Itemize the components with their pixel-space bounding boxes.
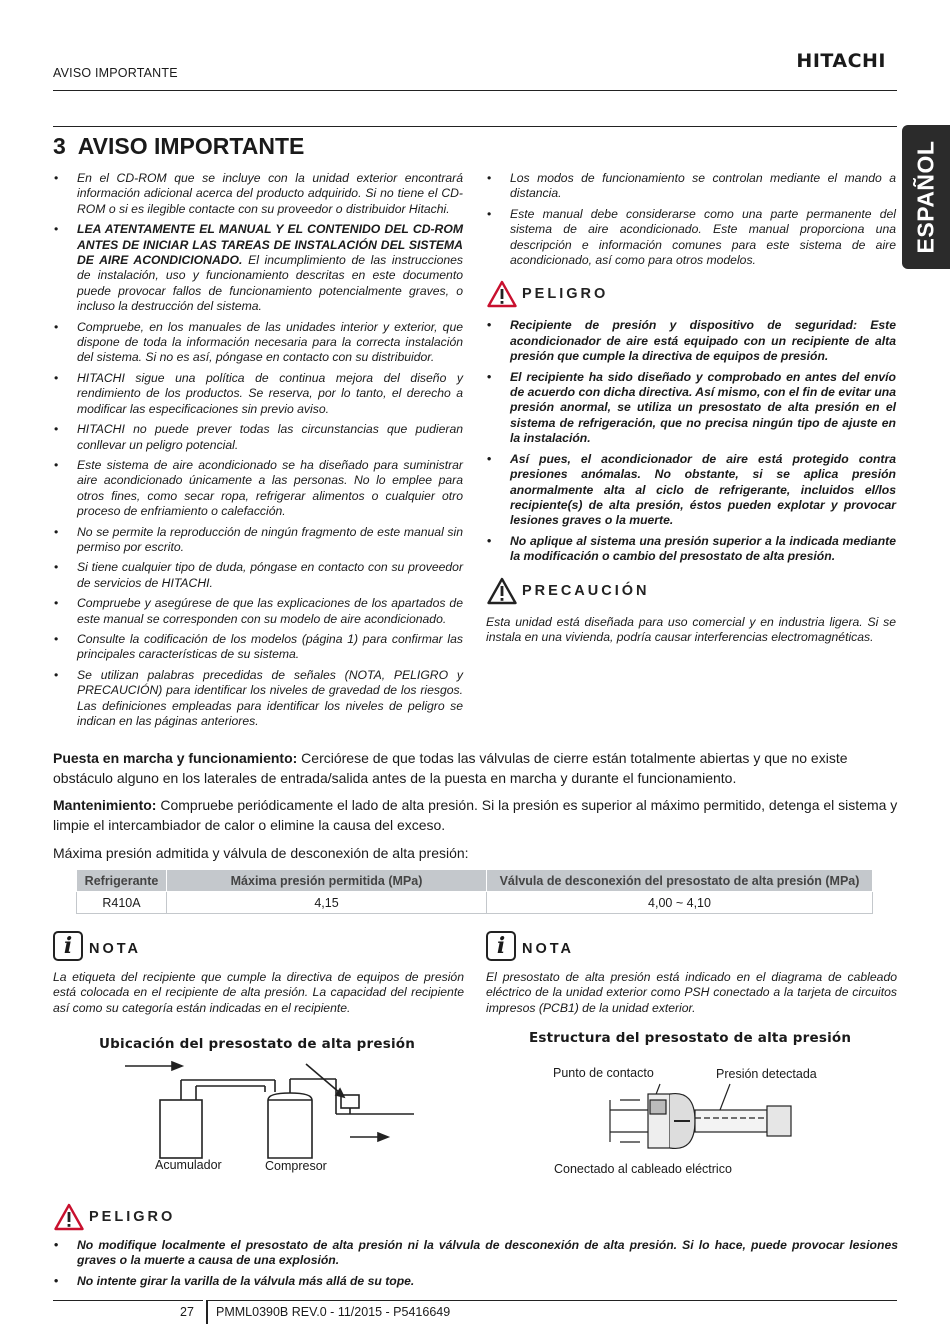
- section-divider: [53, 126, 897, 127]
- bullet-item: [53, 458, 463, 520]
- right-column: [486, 171, 896, 645]
- running-header: AVISO IMPORTANTE: [53, 66, 178, 80]
- nota-label: NOTA: [89, 941, 142, 957]
- bullet-item: [53, 632, 463, 663]
- peligro-label: PELIGRO: [522, 286, 609, 303]
- info-icon-letter: i: [63, 933, 73, 959]
- peligro-item: • El recipiente ha sido diseñado y comprobado en antes del envío de acuerdo con dicha directiva. Así mismo, con el fin de evitar una presión anormal, se utiliza un presostato de alta presión en el sistema de refrigeración, que no precisa ningún tipo de ajuste en la instalación.: [486, 370, 896, 447]
- document-code: PMML0390B REV.0 - 11/2015 - P5416649: [216, 1305, 451, 1319]
- bullet-item: [53, 422, 463, 453]
- bullet-item: [53, 171, 463, 217]
- table-header-row: [77, 870, 873, 892]
- table-cell: 4,15: [167, 892, 487, 914]
- bullet-text: Si tiene cualquier tipo de duda, póngase en contacto con su proveedor de servicios de HITACHI.: [77, 560, 463, 590]
- precaucion-heading: [486, 577, 896, 607]
- header-divider: [53, 90, 897, 91]
- bullet-item: [53, 525, 463, 556]
- bullet-text: HITACHI no puede prever todas las circunstancias que pudieran conllevar un peligro potencial.: [77, 422, 463, 452]
- left-column: [53, 171, 463, 734]
- detected-pressure-label: Presión detectada: [716, 1067, 817, 1081]
- bullet-text: Consulte la codificación de los modelos (página 1) para confirmar las principales características de su sistema.: [77, 631, 463, 662]
- peligro-heading: [486, 280, 896, 310]
- bullet-text: En el CD-ROM que se incluye con la unidad exterior encontrará información adicional acerca del producto adquirido. Si no tiene el CD-ROM o si es ilegible contacte con su proveedor o distribuidor Hitachi.: [77, 171, 463, 216]
- bullet-text: El incumplimiento de las instrucciones de instalación, uso y funcionamiento descritas en este documento puede provocar fallos de funcionamiento potencialmente graves, o incluso la destrucción del sistema.: [77, 253, 463, 314]
- bullet-item: • Este manual debe considerarse como una parte permanente del sistema de aire acondicionado. Este manual proporciona una descripción e información comunes para este sistema de aire acondicionado, así como para otros modelos.: [486, 207, 896, 269]
- pressure-switch-location-diagram: [100, 1055, 430, 1165]
- caution-triangle-icon: [487, 577, 517, 605]
- precaucion-text: Esta unidad está diseñada para uso comercial y en industria ligera. Si se instala en una vivienda, podría causar interferencias electromagnéticas.: [486, 614, 896, 644]
- figure-left-title: Ubicación del presostato de alta presión: [99, 1036, 416, 1052]
- section-title-text: AVISO IMPORTANTE: [77, 133, 305, 159]
- info-icon: [53, 931, 83, 961]
- section-number: 3: [53, 133, 66, 159]
- bullet-text: Este sistema de aire acondicionado se ha diseñado para suministrar aire acondicionado únicamente a las personas. No lo emplee para otros fines, como secar ropa, refrigerar alimentos o cualquier otro proceso de enfriamiento o calefacción.: [77, 457, 463, 519]
- warning-triangle-icon: [54, 1203, 84, 1231]
- info-icon-letter: i: [496, 933, 506, 959]
- table-header: Válvula de desconexión del presostato de alta presión (MPa): [487, 870, 873, 892]
- footer-divider: [207, 1300, 897, 1301]
- pressure-switch-structure-diagram: [600, 1080, 800, 1162]
- bullet-text: Se utilizan palabras precedidas de señales (NOTA, PELIGRO y PRECAUCIÓN) para identificar los niveles de gravedad de los riesgos. Las definiciones empleadas para identificar los niveles de peligro se indican en las páginas anteriores.: [77, 667, 463, 728]
- peligro-bottom: [53, 1203, 898, 1294]
- peligro-item: • No intente girar la varilla de la válvula más allá de su tope.: [53, 1274, 898, 1289]
- pressure-table: [76, 869, 873, 914]
- bullet-item: • Los modos de funcionamiento se controlan mediante el mando a distancia.: [486, 171, 896, 202]
- bullet-text: Compruebe, en los manuales de las unidades interior y exterior, que dispone de toda la información necesaria para la correcta instalación del sistema. Si no es así, póngase en contacto con su distribuidor.: [77, 319, 463, 365]
- table-row: [77, 892, 873, 914]
- figure-right-title: Estructura del presostato de alta presión: [529, 1030, 852, 1046]
- bullet-item: [53, 222, 463, 314]
- compressor-label: Compresor: [265, 1159, 327, 1173]
- warning-triangle-icon: [487, 280, 517, 308]
- mantenimiento-paragraph: [53, 796, 898, 835]
- nota-label: NOTA: [522, 941, 575, 957]
- nota-text-right: El presostato de alta presión está indicado en el diagrama de cableado eléctrico de la unidad exterior como PSH conectado a la tarjeta de circuitos impresos (PCB1) de la unidad exterior.: [486, 970, 897, 1015]
- bullet-item: [53, 596, 463, 627]
- peligro-item: • Así pues, el acondicionador de aire está protegido contra presiones anómalas. No obstante, si se aplica presión anormalmente alta al ciclo de refrigerante, incluidos el/los recipiente(s) de alta presión, éstos pueden explotar y provocar lesiones graves o la muerte.: [486, 452, 896, 529]
- nota-heading-left: [53, 931, 253, 963]
- page-number: 27: [180, 1305, 194, 1319]
- puesta-paragraph: [53, 749, 898, 788]
- section-title: [53, 133, 304, 160]
- peligro-item: • Recipiente de presión y dispositivo de seguridad: Este acondicionador de aire está equipado con un recipiente de alta presión que cumple la directiva de equipos de presión.: [486, 318, 896, 364]
- table-header: Máxima presión permitida (MPa): [167, 870, 487, 892]
- table-cell: R410A: [77, 892, 167, 914]
- peligro-label: PELIGRO: [89, 1209, 176, 1225]
- bullet-item: [53, 668, 463, 730]
- peligro-item: • No modifique localmente el presostato de alta presión ni la válvula de desconexión de alta presión. Si lo hace, puede provocar lesiones graves o la muerte a causa de una explosión.: [53, 1238, 898, 1269]
- info-icon: [486, 931, 516, 961]
- bullet-text: Compruebe y asegúrese de que las explicaciones de los apartados de este manual se corresponden con su modelo de aire acondicionado.: [77, 596, 463, 626]
- contact-point-label: Punto de contacto: [553, 1066, 654, 1080]
- language-tab: [902, 125, 950, 269]
- nota-text-left: La etiqueta del recipiente que cumple la directiva de equipos de presión está colocada en el recipiente de alta presión. La capacidad del recipiente así como su categoría están indicadas en el recipiente.: [53, 970, 464, 1015]
- table-header: Refrigerante: [77, 870, 167, 892]
- table-cell: 4,00 ~ 4,10: [487, 892, 873, 914]
- mantenimiento-text: Compruebe periódicamente el lado de alta presión. Si la presión es superior al máximo permitido, detenga el sistema y limpie el intercambiador de calor o elimine la causa del exceso.: [53, 797, 898, 833]
- bullet-item: [53, 371, 463, 417]
- puesta-text: Cerciórese de que todas las válvulas de cierre están totalmente abiertas y que no existe obstáculo alguno en los laterales de entrada/salida antes de la puesta en marcha y durante el funcionamiento.: [53, 750, 848, 786]
- peligro-heading-bottom: [53, 1203, 898, 1233]
- accumulator-label: Acumulador: [155, 1158, 222, 1172]
- precaucion-label: PRECAUCIÓN: [522, 582, 650, 599]
- footer-separator: [206, 1300, 208, 1324]
- bullet-bold-text: LEA ATENTAMENTE EL MANUAL Y EL CONTENIDO DEL CD-ROM ANTES DE INICIAR LAS TAREAS DE INSTALACIÓN DEL SISTEMA DE AIRE ACONDICIONADO.: [77, 222, 463, 268]
- bullet-item: [53, 560, 463, 591]
- puesta-heading: Puesta en marcha y funcionamiento:: [53, 750, 298, 766]
- table-intro: Máxima presión admitida y válvula de desconexión de alta presión:: [53, 845, 469, 861]
- bullet-text: No se permite la reproducción de ningún fragmento de este manual sin permiso por escrito.: [77, 524, 463, 554]
- bullet-item: [53, 320, 463, 366]
- language-tab-label: ESPAÑOL: [912, 140, 939, 254]
- footer-divider: [53, 1300, 203, 1301]
- bullet-text: HITACHI sigue una política de continua mejora del diseño y rendimiento de los productos. Se reserva, por lo tanto, el derecho a modificar las especificaciones sin previo aviso.: [77, 370, 463, 416]
- mantenimiento-heading: Mantenimiento:: [53, 797, 157, 813]
- peligro-item: • No aplique al sistema una presión superior a la indicada mediante la modificación o cambio del presostato de alta presión.: [486, 534, 896, 565]
- hitachi-logo: HITACHI: [796, 50, 886, 72]
- wiring-connection-label: Conectado al cableado eléctrico: [554, 1162, 732, 1176]
- nota-heading-right: [486, 931, 686, 963]
